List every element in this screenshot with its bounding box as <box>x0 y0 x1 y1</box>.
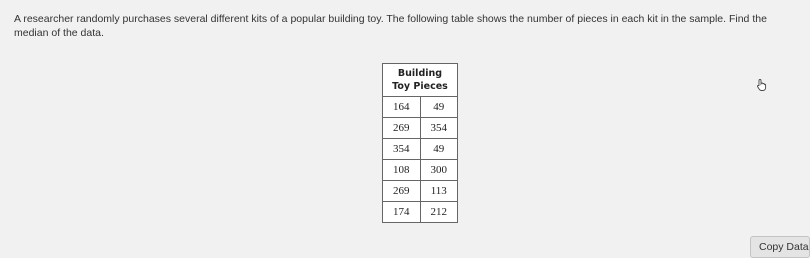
table-cell: 269 <box>383 181 420 202</box>
table-cell: 164 <box>383 97 420 118</box>
table-row <box>383 202 457 223</box>
table-title-line1: Building <box>397 68 443 79</box>
table-cell: 354 <box>383 139 420 160</box>
table-cell: 49 <box>420 139 457 160</box>
data-table <box>382 63 458 223</box>
table-cell: 269 <box>383 118 420 139</box>
table-cell: 300 <box>420 160 457 181</box>
table-cell: 108 <box>383 160 420 181</box>
table-row <box>383 97 457 118</box>
table-row <box>383 118 457 139</box>
table-row <box>383 160 457 181</box>
table-row <box>383 139 457 160</box>
table-title-line2: Toy Pieces <box>392 81 448 92</box>
table-cell: 212 <box>420 202 457 223</box>
table-cell: 113 <box>420 181 457 202</box>
copy-data-button[interactable]: Copy Data <box>750 236 810 258</box>
hand-pointer-icon <box>755 78 769 92</box>
table-cell: 354 <box>420 118 457 139</box>
table-cell: 49 <box>420 97 457 118</box>
table-title <box>383 64 457 97</box>
table-body <box>383 97 457 222</box>
table-cell: 174 <box>383 202 420 223</box>
table-row <box>383 181 457 202</box>
question-text: A researcher randomly purchases several different kits of a popular building toy. The following table shows the number of pieces in each kit in the sample. Find the median of the data. <box>14 13 767 39</box>
